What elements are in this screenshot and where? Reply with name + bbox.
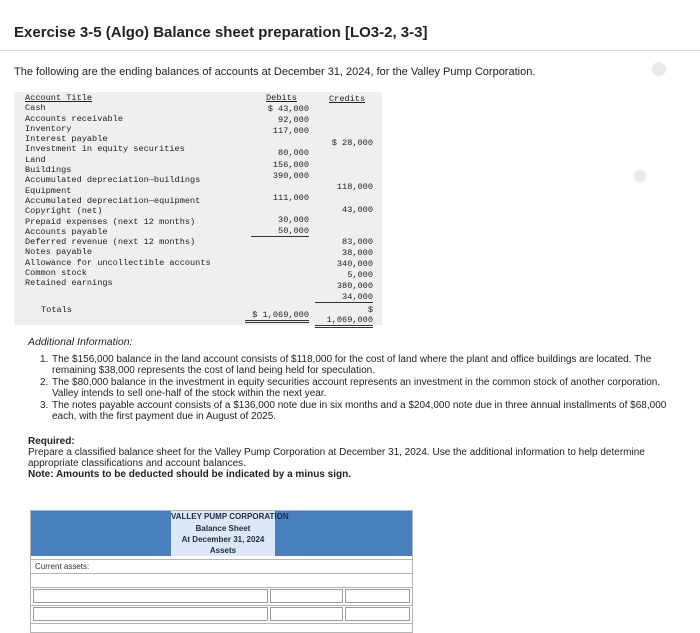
account-input[interactable] (33, 589, 268, 603)
background-dot (652, 62, 666, 76)
table-row (31, 587, 412, 602)
account-name: Accumulated depreciation—buildings (25, 175, 201, 186)
account-name: Accounts payable (25, 226, 108, 237)
table-row (31, 573, 412, 588)
total-input[interactable] (345, 589, 410, 603)
required-block (28, 436, 668, 480)
required-heading: Required: (28, 436, 75, 447)
totals-label: Totals (41, 305, 72, 315)
account-name: Allowance for uncollectible accounts (25, 257, 211, 268)
info-item-text: The $80,000 balance in the investment in equity securities account represents an investment in the common stock of another corporation. Valley intends to sell one-half of the stock within the next year. (52, 377, 661, 399)
info-item-number: 3. (40, 400, 49, 411)
info-item (40, 377, 680, 399)
account-name: Cash (25, 103, 46, 114)
amount-input[interactable] (270, 589, 343, 603)
debit-cash: $ 43,000 (267, 104, 309, 114)
account-title-column (25, 93, 211, 289)
table-row (31, 623, 412, 633)
debit-equipment: 111,000 (272, 193, 309, 203)
credit-retained-earnings: 34,000 (315, 292, 373, 303)
page-title: Exercise 3-5 (Algo) Balance sheet preparation [LO3-2, 3-3] (14, 24, 428, 41)
account-name: Investment in equity securities (25, 144, 185, 155)
credit-accum-dep-buildings: 118,000 (336, 182, 373, 192)
total-credits-symbol: $ (367, 305, 373, 315)
required-note: Note: Amounts to be deducted should be indicated by a minus sign. (28, 469, 351, 480)
table-row (31, 605, 412, 620)
info-item-text: The $156,000 balance in the land account consists of $118,000 for the cost of land where the plant and office buildings are located. The remaining $38,000 represents the cost of land being held for speculation. (52, 354, 652, 376)
account-name: Accounts receivable (25, 113, 123, 124)
account-name: Retained earnings (25, 278, 113, 289)
table-row (31, 559, 412, 574)
info-item (40, 354, 680, 376)
intro-text: The following are the ending balances of accounts at December 31, 2024, for the Valley Pump Corporation. (14, 66, 536, 78)
account-name: Copyright (net) (25, 206, 103, 217)
statement-name: Balance Sheet (195, 524, 251, 533)
debits-header: Debits (266, 93, 297, 103)
credit-notes-payable: 340,000 (336, 259, 373, 269)
debit-land: 156,000 (272, 160, 309, 170)
account-name: Inventory (25, 123, 72, 134)
debit-inventory: 117,000 (272, 126, 309, 136)
account-name: Deferred revenue (next 12 months) (25, 237, 196, 248)
account-name: Buildings (25, 165, 72, 176)
credit-allowance: 5,000 (347, 270, 373, 280)
account-title-header: Account Title (25, 93, 93, 103)
info-item (40, 400, 680, 422)
additional-info-heading: Additional Information: (28, 336, 133, 348)
statement-date: At December 31, 2024 (181, 535, 265, 544)
account-name: Common stock (25, 268, 87, 279)
account-name: Accumulated depreciation—equipment (25, 195, 201, 206)
account-name: Notes payable (25, 247, 93, 258)
debit-buildings: 390,000 (272, 171, 309, 181)
additional-info-list (40, 354, 680, 423)
account-name: Land (25, 154, 46, 165)
credit-deferred-revenue: 38,000 (342, 248, 373, 258)
balance-sheet-header (31, 511, 412, 556)
amount-input[interactable] (270, 607, 343, 621)
credit-accounts-payable: 83,000 (342, 237, 373, 247)
total-input[interactable] (345, 607, 410, 621)
account-input[interactable] (33, 607, 268, 621)
current-assets-label: Current assets: (35, 562, 90, 571)
credit-accum-dep-equipment: 43,000 (342, 205, 373, 215)
info-item-number: 1. (40, 354, 49, 365)
account-name: Equipment (25, 185, 72, 196)
info-item-number: 2. (40, 377, 49, 388)
total-debits: $ 1,069,000 (245, 310, 309, 323)
credit-common-stock: 380,000 (336, 281, 373, 291)
required-text: Prepare a classified balance sheet for the Valley Pump Corporation at December 31, 2024. Use the additional information to help determine appropriate classifications and account balances. (28, 447, 645, 469)
divider (0, 50, 700, 51)
debit-investment: 80,000 (278, 148, 309, 158)
account-name: Prepaid expenses (next 12 months) (25, 216, 196, 227)
credit-interest-payable: $ 28,000 (331, 138, 373, 148)
total-credits: 1,069,000 (315, 315, 373, 328)
debit-ar: 92,000 (278, 115, 309, 125)
info-item-text: The notes payable account consists of a $136,000 note due in six months and a $204,000 note due in three annual installments of $68,000 each, with the first payment due in August of 2025. (52, 400, 667, 422)
company-name: VALLEY PUMP CORPORATION (171, 512, 289, 521)
debit-copyright: 30,000 (278, 215, 309, 225)
background-dot (634, 170, 646, 182)
assets-heading: Assets (209, 546, 237, 555)
debit-prepaid: 50,000 (251, 226, 309, 237)
credits-header: Credits (329, 94, 366, 104)
balance-sheet-table (30, 510, 413, 633)
account-name: Interest payable (25, 134, 108, 145)
